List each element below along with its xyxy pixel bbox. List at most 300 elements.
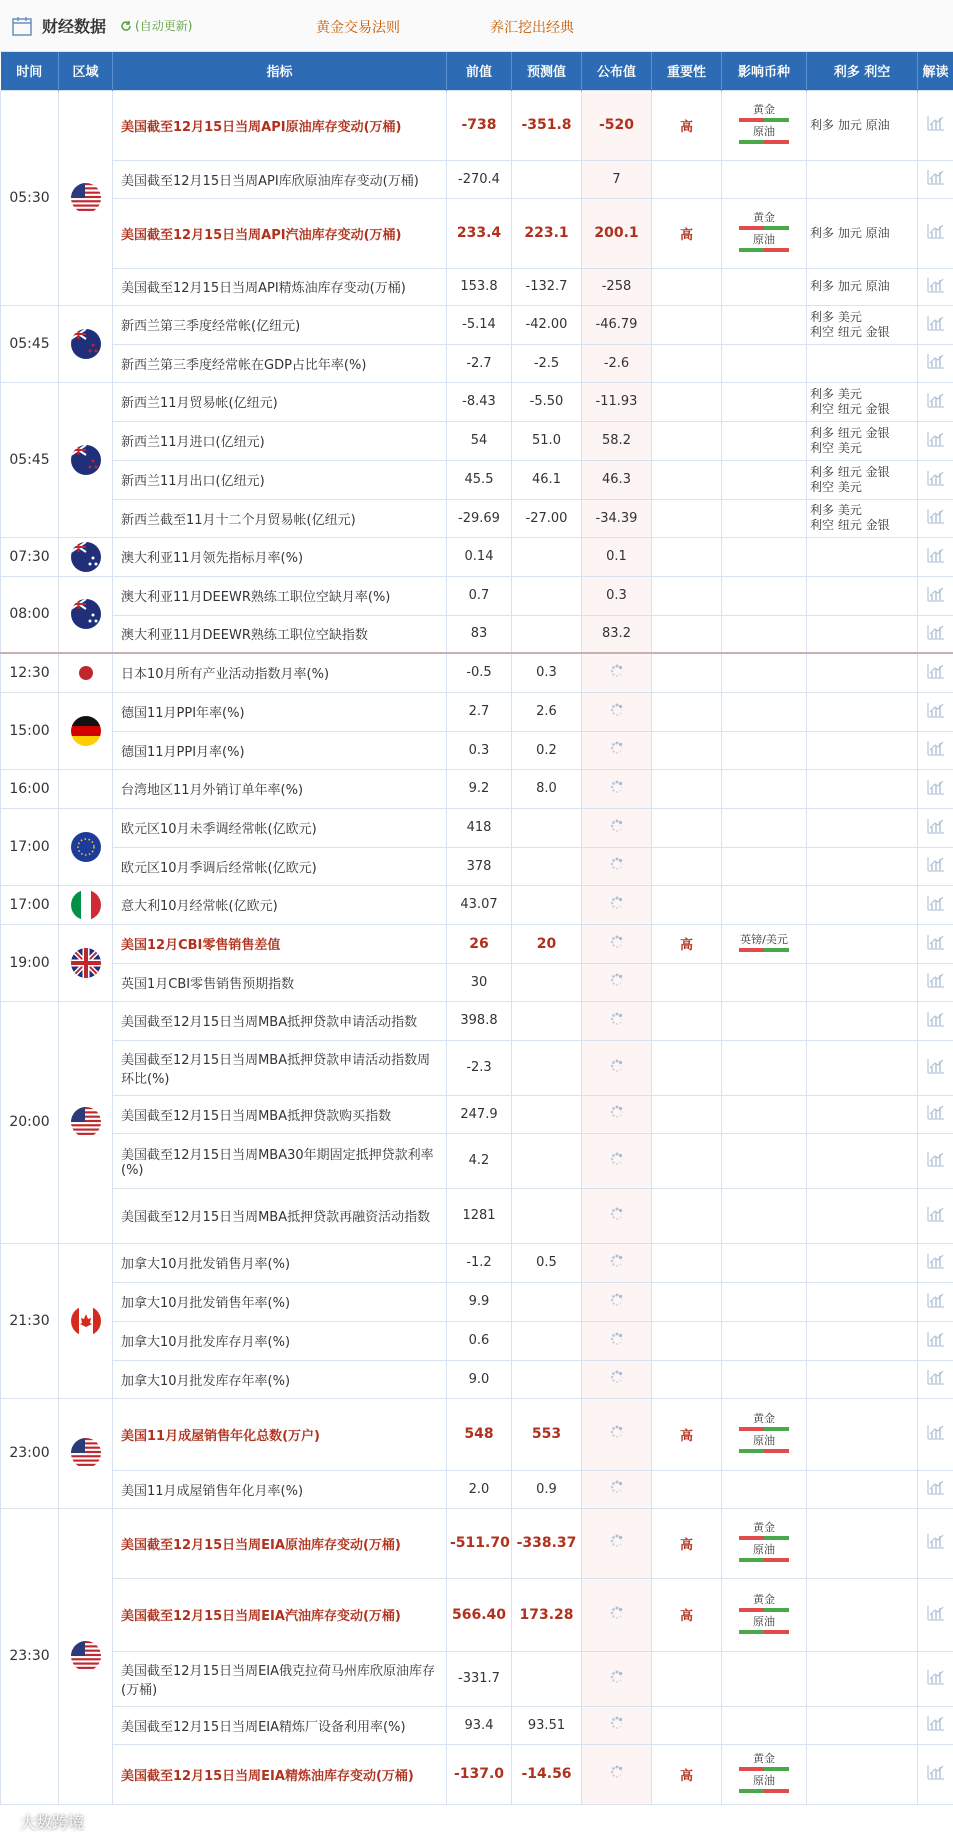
chart-icon[interactable] — [926, 1763, 946, 1781]
top-bar — [0, 0, 953, 52]
actual-value: -258 — [582, 268, 652, 305]
forecast-value: 8.0 — [512, 769, 582, 808]
column-header: 区域 — [59, 52, 113, 90]
loading-icon — [609, 1479, 625, 1495]
currency-cell — [722, 1651, 807, 1706]
loading-icon — [609, 1104, 625, 1120]
chart-icon[interactable] — [926, 352, 946, 370]
previous-value: -29.69 — [447, 499, 512, 537]
indicator-name: 美国截至12月15日当周EIA原油库存变动(万桶) — [113, 1508, 447, 1578]
table-row — [1, 1360, 953, 1398]
currency-cell — [722, 1040, 807, 1095]
time-cell: 05:30 — [1, 90, 59, 305]
impact-bar — [739, 1536, 789, 1540]
indicator-name: 美国截至12月15日当周MBA抵押贷款再融资活动指数 — [113, 1188, 447, 1243]
interpret-cell — [918, 576, 953, 615]
loading-icon — [609, 1331, 625, 1347]
bull-bear-line: 利空 纽元 金银 — [810, 401, 890, 416]
currency-impact — [725, 1752, 803, 1796]
bull-bear-cell — [807, 1188, 918, 1243]
loading-icon — [609, 1533, 625, 1549]
previous-value: 398.8 — [447, 1001, 512, 1040]
flag-nz-icon — [71, 329, 101, 359]
bull-bear-cell — [807, 305, 918, 344]
time-cell: 05:45 — [1, 382, 59, 537]
bull-bear-cell — [807, 90, 918, 160]
calendar-icon — [10, 14, 34, 38]
chart-icon[interactable] — [926, 1150, 946, 1168]
column-header: 重要性 — [652, 52, 722, 90]
time-cell: 17:00 — [1, 808, 59, 885]
table-body — [1, 90, 953, 1804]
previous-value: 26 — [447, 924, 512, 963]
loading-icon — [609, 934, 625, 950]
calendar-table — [0, 52, 953, 1805]
chart-icon[interactable] — [926, 1478, 946, 1496]
previous-value: -331.7 — [447, 1651, 512, 1706]
table-row — [1, 1282, 953, 1321]
actual-value: 46.3 — [582, 460, 652, 499]
currency-impact — [725, 211, 803, 255]
impact-bar — [739, 1558, 789, 1562]
chart-icon[interactable] — [926, 971, 946, 989]
table-row — [1, 421, 953, 460]
actual-value: -520 — [582, 90, 652, 160]
forecast-value — [512, 1188, 582, 1243]
currency-cell — [722, 692, 807, 731]
importance-value — [652, 731, 722, 769]
time-cell: 08:00 — [1, 576, 59, 653]
forex-classic-link[interactable]: 养汇挖出经典 — [490, 20, 574, 36]
currency-cell — [722, 1706, 807, 1744]
actual-value — [582, 963, 652, 1001]
interpret-cell — [918, 1133, 953, 1188]
previous-value: 93.4 — [447, 1706, 512, 1744]
importance-value — [652, 1706, 722, 1744]
bull-bear-cell — [807, 1578, 918, 1651]
bull-bear-cell — [807, 1706, 918, 1744]
currency-cell — [722, 653, 807, 692]
interpret-cell — [918, 1706, 953, 1744]
interpret-cell — [918, 1360, 953, 1398]
indicator-name: 英国1月CBI零售销售预期指数 — [113, 963, 447, 1001]
indicator-name: 澳大利亚11月DEEWR熟练工职位空缺月率(%) — [113, 576, 447, 615]
time-cell: 21:30 — [1, 1243, 59, 1398]
table-row — [1, 1040, 953, 1095]
currency-cell — [722, 1282, 807, 1321]
bull-bear-cell — [807, 499, 918, 537]
previous-value: -2.7 — [447, 344, 512, 382]
page-title: 财经数据 — [42, 17, 107, 36]
indicator-name: 美国截至12月15日当周EIA汽油库存变动(万桶) — [113, 1578, 447, 1651]
flag-nz-icon — [71, 445, 101, 475]
bull-bear-line: 利空 纽元 金银 — [810, 518, 890, 532]
importance-value: 高 — [652, 1578, 722, 1651]
interpret-cell — [918, 1508, 953, 1578]
importance-value — [652, 160, 722, 198]
importance-value — [652, 576, 722, 615]
previous-value: 0.7 — [447, 576, 512, 615]
indicator-name: 德国11月PPI月率(%) — [113, 731, 447, 769]
bull-bear-line: 利空 纽元 金银 — [810, 324, 890, 339]
column-header: 影响币种 — [722, 52, 807, 90]
interpret-cell — [918, 615, 953, 653]
chart-icon[interactable] — [926, 507, 946, 525]
bull-bear-cell — [807, 1398, 918, 1470]
bull-bear-line: 利多 美元 — [810, 309, 862, 324]
previous-value: 233.4 — [447, 198, 512, 268]
chart-icon[interactable] — [926, 168, 946, 186]
bull-bear-cell — [807, 885, 918, 924]
currency-label: 黄金 — [753, 1752, 775, 1765]
indicator-name: 美国截至12月15日当周MBA抵押贷款购买指数 — [113, 1095, 447, 1133]
table-row — [1, 963, 953, 1001]
chart-icon[interactable] — [926, 391, 946, 409]
flag-it-icon — [71, 890, 101, 920]
bull-bear-line: 利多 加元 原油 — [810, 279, 890, 293]
importance-value: 高 — [652, 1744, 722, 1804]
bull-bear-cell — [807, 198, 918, 268]
previous-value: 153.8 — [447, 268, 512, 305]
chart-icon[interactable] — [926, 1291, 946, 1309]
chart-icon[interactable] — [926, 1205, 946, 1223]
actual-value: 200.1 — [582, 198, 652, 268]
actual-value — [582, 1001, 652, 1040]
interpret-cell — [918, 198, 953, 268]
region-cell — [59, 1398, 113, 1508]
forecast-value: -351.8 — [512, 90, 582, 160]
currency-label: 黄金 — [753, 1592, 775, 1606]
table-row — [1, 692, 953, 731]
bull-bear-cell — [807, 769, 918, 808]
flag-gb-icon — [71, 948, 101, 978]
impact-bar — [739, 248, 789, 252]
time-cell: 23:00 — [1, 1398, 59, 1508]
interpret-cell — [918, 1398, 953, 1470]
interpret-cell — [918, 1243, 953, 1282]
currency-cell — [722, 305, 807, 344]
currency-label: 黄金 — [753, 1412, 775, 1425]
actual-value — [582, 1360, 652, 1398]
region-cell — [59, 537, 113, 576]
indicator-name: 美国截至12月15日当周MBA抵押贷款申请活动指数 — [113, 1001, 447, 1040]
region-cell — [59, 924, 113, 1001]
chart-icon[interactable] — [926, 1368, 946, 1386]
chart-icon[interactable] — [926, 1423, 946, 1441]
interpret-cell — [918, 1651, 953, 1706]
currency-cell — [722, 1578, 807, 1651]
watermark: 大数跨境 — [20, 1813, 85, 1832]
chart-icon[interactable] — [926, 778, 946, 796]
previous-value: 45.5 — [447, 460, 512, 499]
bull-bear-cell — [807, 1282, 918, 1321]
flag-ca-icon — [71, 1306, 101, 1336]
region-cell — [59, 1243, 113, 1398]
loading-icon — [609, 818, 625, 834]
importance-value — [652, 382, 722, 421]
currency-cell — [722, 731, 807, 769]
previous-value: -0.5 — [447, 653, 512, 692]
chart-icon[interactable] — [926, 114, 946, 132]
column-header: 时间 — [1, 52, 59, 90]
bull-bear-line: 利多 纽元 金银 — [810, 464, 890, 479]
interpret-cell — [918, 1001, 953, 1040]
table-row — [1, 1001, 953, 1040]
forecast-value — [512, 1040, 582, 1095]
importance-value — [652, 1040, 722, 1095]
importance-value — [652, 537, 722, 576]
currency-cell — [722, 885, 807, 924]
previous-value: 566.40 — [447, 1578, 512, 1651]
previous-value: -2.3 — [447, 1040, 512, 1095]
currency-cell — [722, 1095, 807, 1133]
bull-bear-cell — [807, 924, 918, 963]
bull-bear-cell — [807, 576, 918, 615]
chart-icon[interactable] — [926, 546, 946, 564]
chart-icon[interactable] — [926, 1668, 946, 1686]
table-row — [1, 1578, 953, 1651]
chart-icon[interactable] — [926, 739, 946, 757]
region-cell — [59, 90, 113, 305]
chart-icon[interactable] — [926, 817, 946, 835]
actual-value — [582, 1282, 652, 1321]
auto-refresh-label: (自动更新) — [135, 19, 193, 33]
bull-bear-cell — [807, 963, 918, 1001]
chart-icon[interactable] — [926, 701, 946, 719]
table-row — [1, 653, 953, 692]
bull-bear-line: 利多 加元 原油 — [810, 225, 890, 240]
indicator-name: 美国12月CBI零售销售差值 — [113, 924, 447, 963]
currency-cell — [722, 499, 807, 537]
chart-icon[interactable] — [926, 1604, 946, 1622]
actual-value — [582, 1651, 652, 1706]
actual-value — [582, 808, 652, 847]
bull-bear-line: 利多 美元 — [810, 386, 862, 401]
auto-refresh[interactable] — [120, 17, 192, 34]
currency-cell — [722, 847, 807, 885]
bull-bear-line: 利多 美元 — [810, 503, 862, 517]
previous-value: -270.4 — [447, 160, 512, 198]
chart-icon[interactable] — [926, 623, 946, 641]
forecast-value — [512, 1360, 582, 1398]
actual-value — [582, 1578, 652, 1651]
interpret-cell — [918, 885, 953, 924]
table-row — [1, 499, 953, 537]
table-row — [1, 1470, 953, 1508]
forecast-value — [512, 1001, 582, 1040]
currency-cell — [722, 382, 807, 421]
chart-icon[interactable] — [926, 894, 946, 912]
chart-icon[interactable] — [926, 276, 946, 294]
previous-value: 2.0 — [447, 1470, 512, 1508]
currency-cell — [722, 160, 807, 198]
bull-bear-cell — [807, 653, 918, 692]
table-row — [1, 731, 953, 769]
indicator-name: 美国截至12月15日当周EIA精炼厂设备利用率(%) — [113, 1706, 447, 1744]
previous-value: 30 — [447, 963, 512, 1001]
bull-bear-cell — [807, 421, 918, 460]
chart-icon[interactable] — [926, 855, 946, 873]
table-row — [1, 576, 953, 615]
chart-icon[interactable] — [926, 1532, 946, 1550]
importance-value — [652, 268, 722, 305]
forecast-value: 0.5 — [512, 1243, 582, 1282]
importance-value — [652, 1321, 722, 1360]
table-row — [1, 885, 953, 924]
table-row — [1, 90, 953, 160]
previous-value: 0.6 — [447, 1321, 512, 1360]
loading-icon — [609, 1151, 625, 1167]
importance-value: 高 — [652, 198, 722, 268]
previous-value: 2.7 — [447, 692, 512, 731]
currency-cell — [722, 421, 807, 460]
region-cell — [59, 576, 113, 653]
previous-value: 9.2 — [447, 769, 512, 808]
currency-cell — [722, 344, 807, 382]
currency-label: 黄金 — [753, 1521, 775, 1534]
bull-bear-cell — [807, 160, 918, 198]
bull-bear-cell — [807, 344, 918, 382]
bull-bear-cell — [807, 382, 918, 421]
actual-value: 0.1 — [582, 537, 652, 576]
indicator-name: 新西兰第三季度经常帐(亿纽元) — [113, 305, 447, 344]
chart-icon[interactable] — [926, 1252, 946, 1270]
region-cell — [59, 885, 113, 924]
forecast-value: 20 — [512, 924, 582, 963]
currency-cell — [722, 576, 807, 615]
forecast-value — [512, 537, 582, 576]
impact-bar — [739, 948, 789, 952]
region-cell — [59, 382, 113, 537]
interpret-cell — [918, 344, 953, 382]
interpret-cell — [918, 90, 953, 160]
table-header — [1, 52, 953, 90]
currency-cell — [722, 460, 807, 499]
forecast-value — [512, 576, 582, 615]
flag-us-icon — [71, 1107, 101, 1137]
previous-value: -5.14 — [447, 305, 512, 344]
time-cell: 16:00 — [1, 769, 59, 808]
interpret-cell — [918, 808, 953, 847]
flag-jp-icon — [71, 658, 101, 688]
loading-icon — [609, 972, 625, 988]
forecast-value: -132.7 — [512, 268, 582, 305]
gold-rules-link[interactable]: 黄金交易法则 — [316, 20, 400, 36]
chart-icon[interactable] — [926, 430, 946, 448]
bull-bear-cell — [807, 1508, 918, 1578]
importance-value — [652, 885, 722, 924]
importance-value — [652, 1651, 722, 1706]
region-cell — [59, 1001, 113, 1243]
region-cell — [59, 692, 113, 769]
importance-value — [652, 1188, 722, 1243]
actual-value — [582, 1508, 652, 1578]
interpret-cell — [918, 460, 953, 499]
bull-bear-cell — [807, 731, 918, 769]
bull-bear-line: 利多 加元 原油 — [810, 117, 890, 132]
loading-icon — [609, 779, 625, 795]
interpret-cell — [918, 692, 953, 731]
forecast-value: -27.00 — [512, 499, 582, 537]
bull-bear-cell — [807, 1095, 918, 1133]
time-cell: 15:00 — [1, 692, 59, 769]
chart-icon[interactable] — [926, 662, 946, 680]
indicator-name: 美国截至12月15日当周API原油库存变动(万桶) — [113, 90, 447, 160]
forecast-value — [512, 1133, 582, 1188]
forecast-value — [512, 615, 582, 653]
flag-au-icon — [71, 542, 101, 572]
previous-value: 418 — [447, 808, 512, 847]
currency-cell — [722, 1398, 807, 1470]
forecast-value — [512, 160, 582, 198]
chart-icon[interactable] — [926, 469, 946, 487]
forecast-value: 46.1 — [512, 460, 582, 499]
table-row — [1, 769, 953, 808]
forecast-value — [512, 1321, 582, 1360]
interpret-cell — [918, 1470, 953, 1508]
indicator-name: 新西兰11月进口(亿纽元) — [113, 421, 447, 460]
interpret-cell — [918, 1040, 953, 1095]
interpret-cell — [918, 963, 953, 1001]
table-row — [1, 382, 953, 421]
chart-icon[interactable] — [926, 933, 946, 951]
forecast-value: 0.3 — [512, 653, 582, 692]
impact-bar — [739, 1608, 789, 1612]
previous-value: 9.0 — [447, 1360, 512, 1398]
indicator-name: 新西兰第三季度经常帐在GDP占比年率(%) — [113, 344, 447, 382]
chart-icon[interactable] — [926, 1010, 946, 1028]
previous-value: -1.2 — [447, 1243, 512, 1282]
time-cell: 07:30 — [1, 537, 59, 576]
currency-label: 英镑/美元 — [740, 932, 788, 946]
chart-icon[interactable] — [926, 1714, 946, 1732]
impact-bar — [739, 1427, 789, 1431]
loading-icon — [609, 1605, 625, 1621]
interpret-cell — [918, 731, 953, 769]
importance-value — [652, 1001, 722, 1040]
flag-au-icon — [71, 599, 101, 629]
previous-value: 83 — [447, 615, 512, 653]
chart-icon[interactable] — [926, 222, 946, 240]
column-header: 前值 — [447, 52, 512, 90]
chart-icon[interactable] — [926, 1057, 946, 1075]
table-row — [1, 1243, 953, 1282]
impact-bar — [739, 1449, 789, 1453]
chart-icon[interactable] — [926, 585, 946, 603]
impact-bar — [739, 1767, 789, 1771]
column-header: 利多 利空 — [807, 52, 918, 90]
actual-value — [582, 653, 652, 692]
previous-value: 43.07 — [447, 885, 512, 924]
bull-bear-cell — [807, 1001, 918, 1040]
currency-cell — [722, 1321, 807, 1360]
currency-label: 原油 — [753, 125, 775, 138]
flag-us-icon — [71, 1641, 101, 1671]
chart-icon[interactable] — [926, 1330, 946, 1348]
interpret-cell — [918, 1321, 953, 1360]
indicator-name: 新西兰11月贸易帐(亿纽元) — [113, 382, 447, 421]
chart-icon[interactable] — [926, 314, 946, 332]
previous-value: 548 — [447, 1398, 512, 1470]
actual-value — [582, 847, 652, 885]
forecast-value — [512, 847, 582, 885]
chart-icon[interactable] — [926, 1103, 946, 1121]
actual-value: 0.3 — [582, 576, 652, 615]
flag-de-icon — [71, 716, 101, 746]
indicator-name: 加拿大10月批发库存月率(%) — [113, 1321, 447, 1360]
currency-cell — [722, 268, 807, 305]
indicator-name: 美国截至12月15日当周MBA抵押贷款申请活动指数周环比(%) — [113, 1040, 447, 1095]
